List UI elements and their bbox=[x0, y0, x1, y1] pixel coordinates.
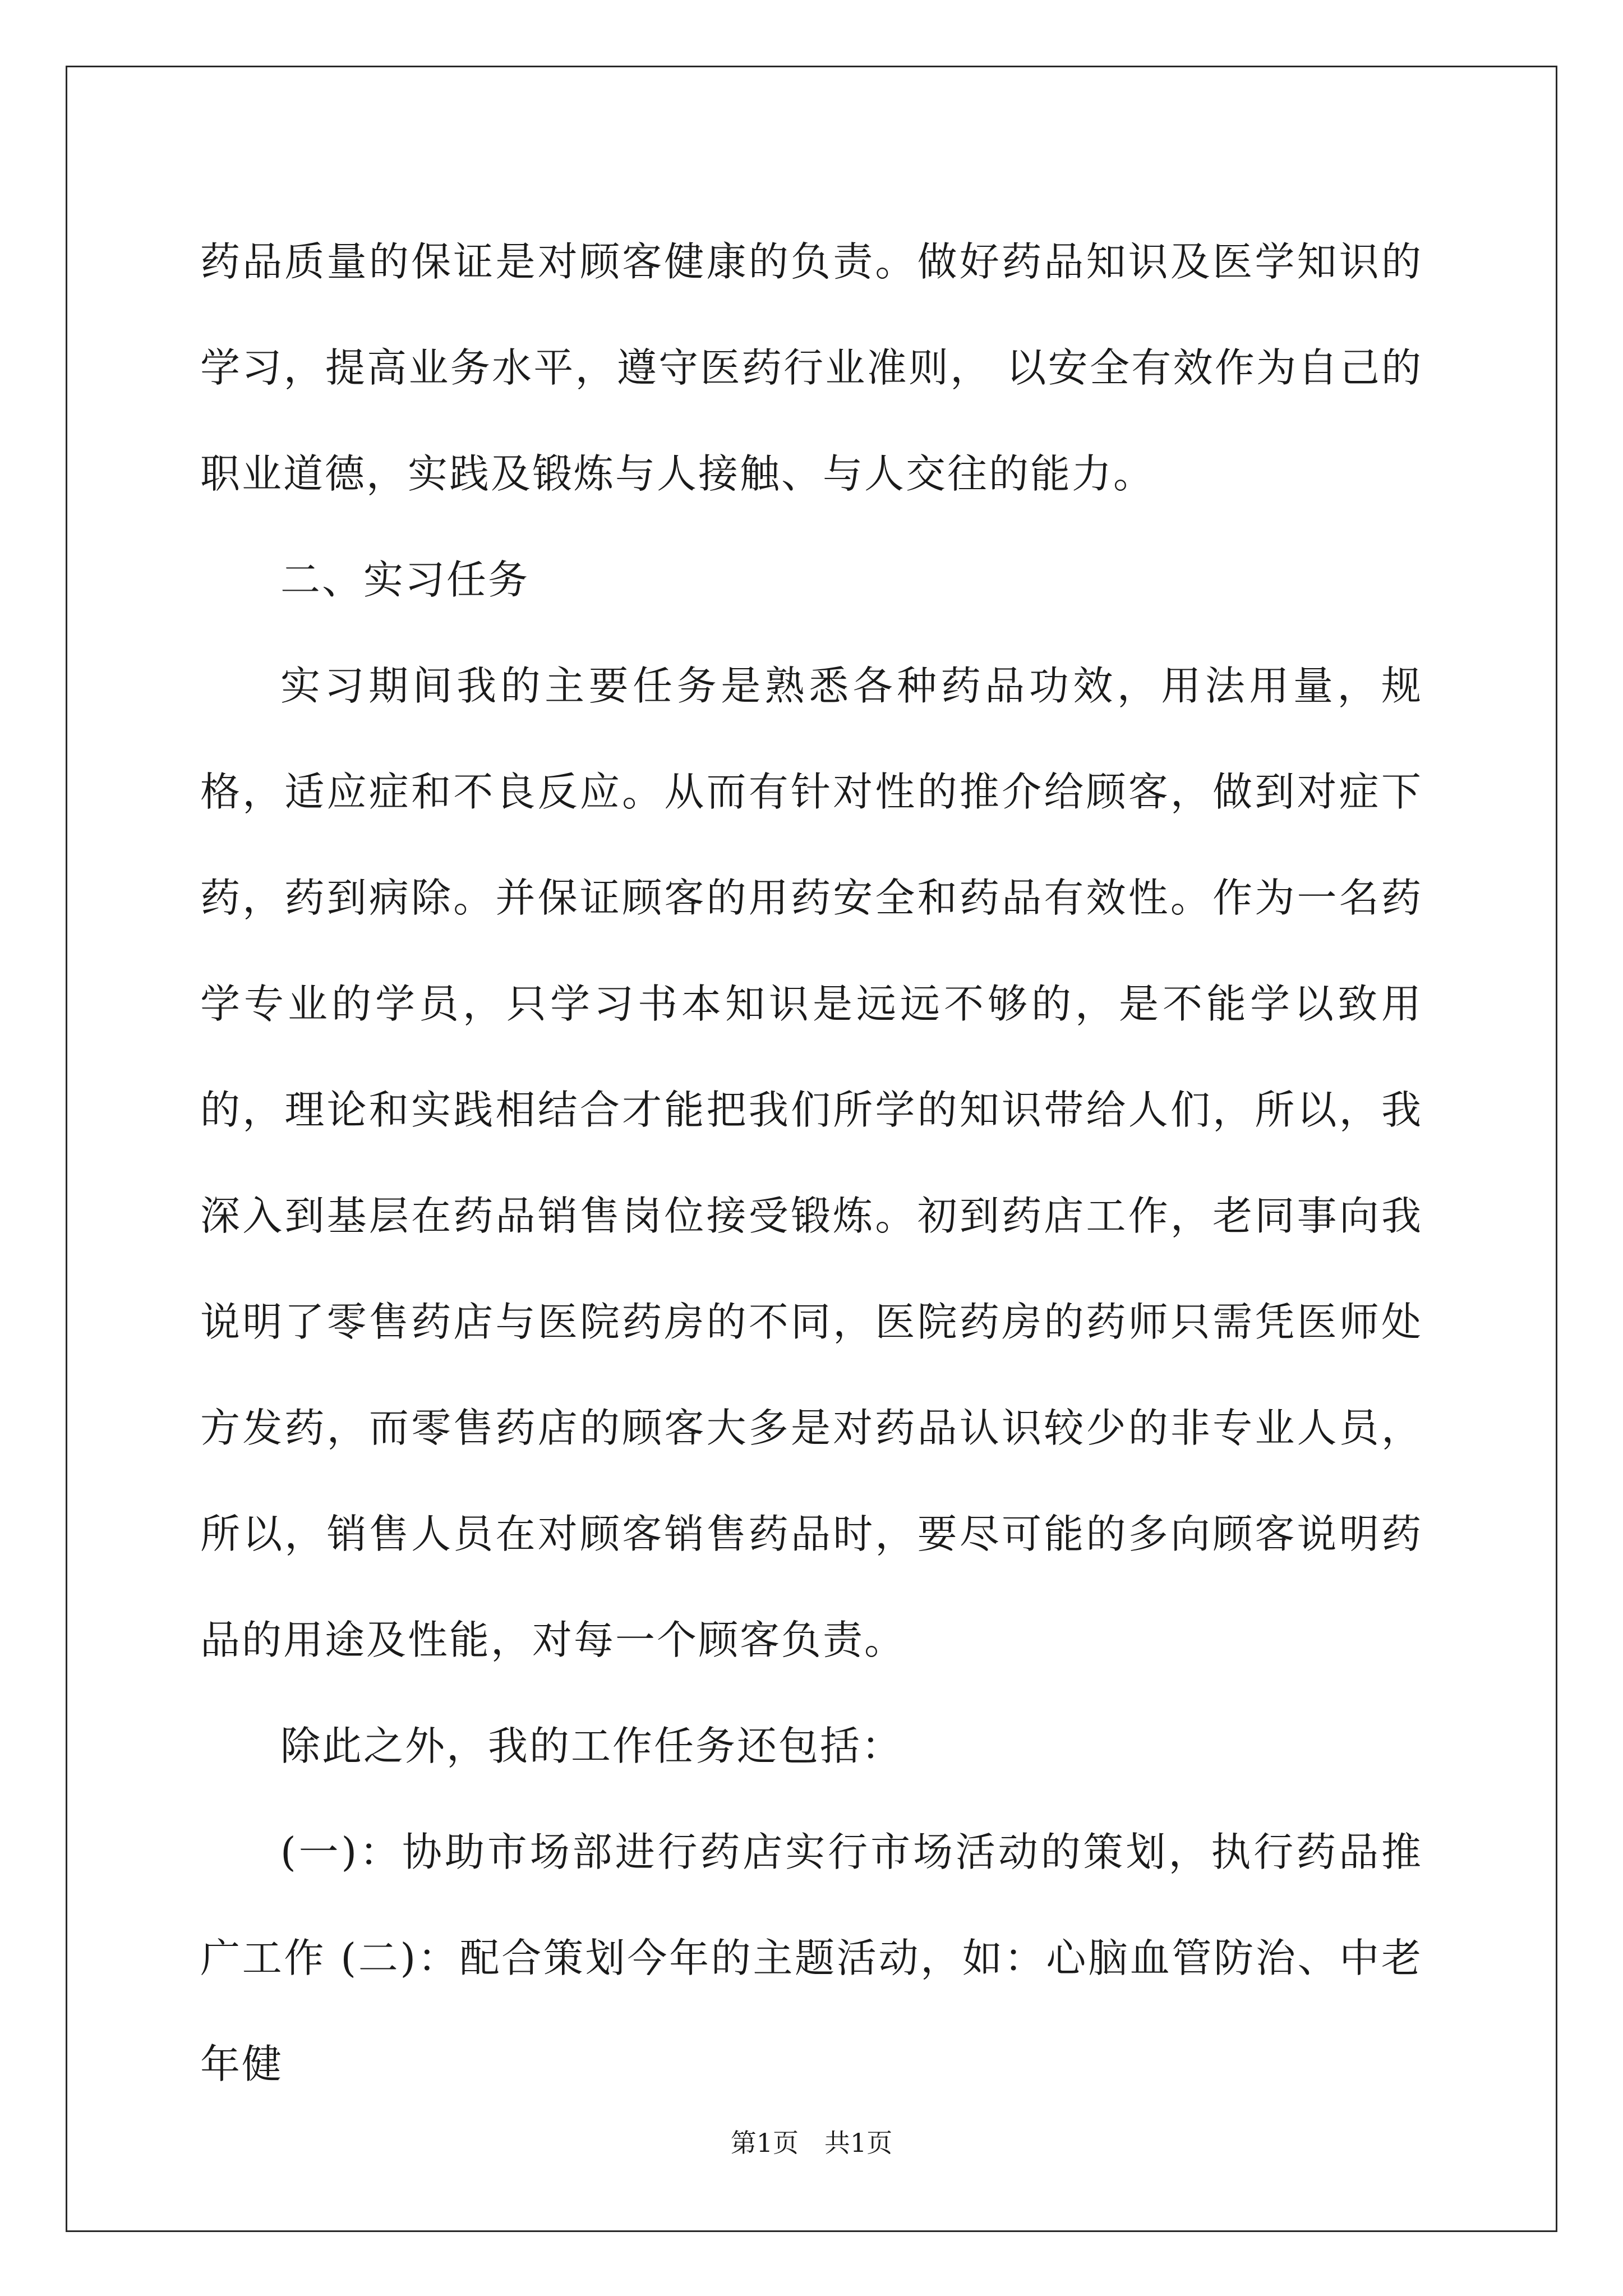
paragraph-task-list: (一)：协助市场部进行药店实行市场活动的策划，执行药品推广工作 (二)：配合策划今年的主题活动，如：心脑血管防治、中老年健 bbox=[200, 1829, 1423, 2087]
document-body bbox=[200, 209, 1423, 2117]
page-total: 共1页 bbox=[824, 2128, 893, 2158]
page-number: 第1页 bbox=[730, 2128, 799, 2158]
paragraph-main-tasks: 实习期间我的主要任务是熟悉各种药品功效，用法用量，规格，适应症和不良反应。从而有针对性的推介给顾客，做到对症下药，药到病除。并保证顾客的用药安全和药品有效性。作为一名药学专业的学员，只学习书本知识是远远不够的，是不能学以致用的，理论和实践相结合才能把我们所学的知识带给人们，所以，我深入到基层在药品销售岗位接受锻炼。初到药店工作，老同事向我说明了零售药店与医院药房的不同，医院药房的药师只需凭医师处方发药，而零售药店的顾客大多是对药品认识较少的非专业人员，所以，销售人员在对顾客销售药品时，要尽可能的多向顾客说明药品的用途及性能，对每一个顾客负责。 bbox=[200, 662, 1423, 1663]
paragraph-other-tasks-intro: 除此之外，我的工作任务还包括： bbox=[280, 1723, 903, 1769]
page-footer bbox=[0, 2126, 1623, 2160]
section-heading-internship-tasks: 二、实习任务 bbox=[280, 556, 530, 603]
paragraph-continuation: 药品质量的保证是对顾客健康的负责。做好药品知识及医学知识的学习，提高业务水平，遵守医药行业准则， 以安全有效作为自己的职业道德，实践及锻炼与人接触、与人交往的能力。 bbox=[200, 238, 1423, 497]
